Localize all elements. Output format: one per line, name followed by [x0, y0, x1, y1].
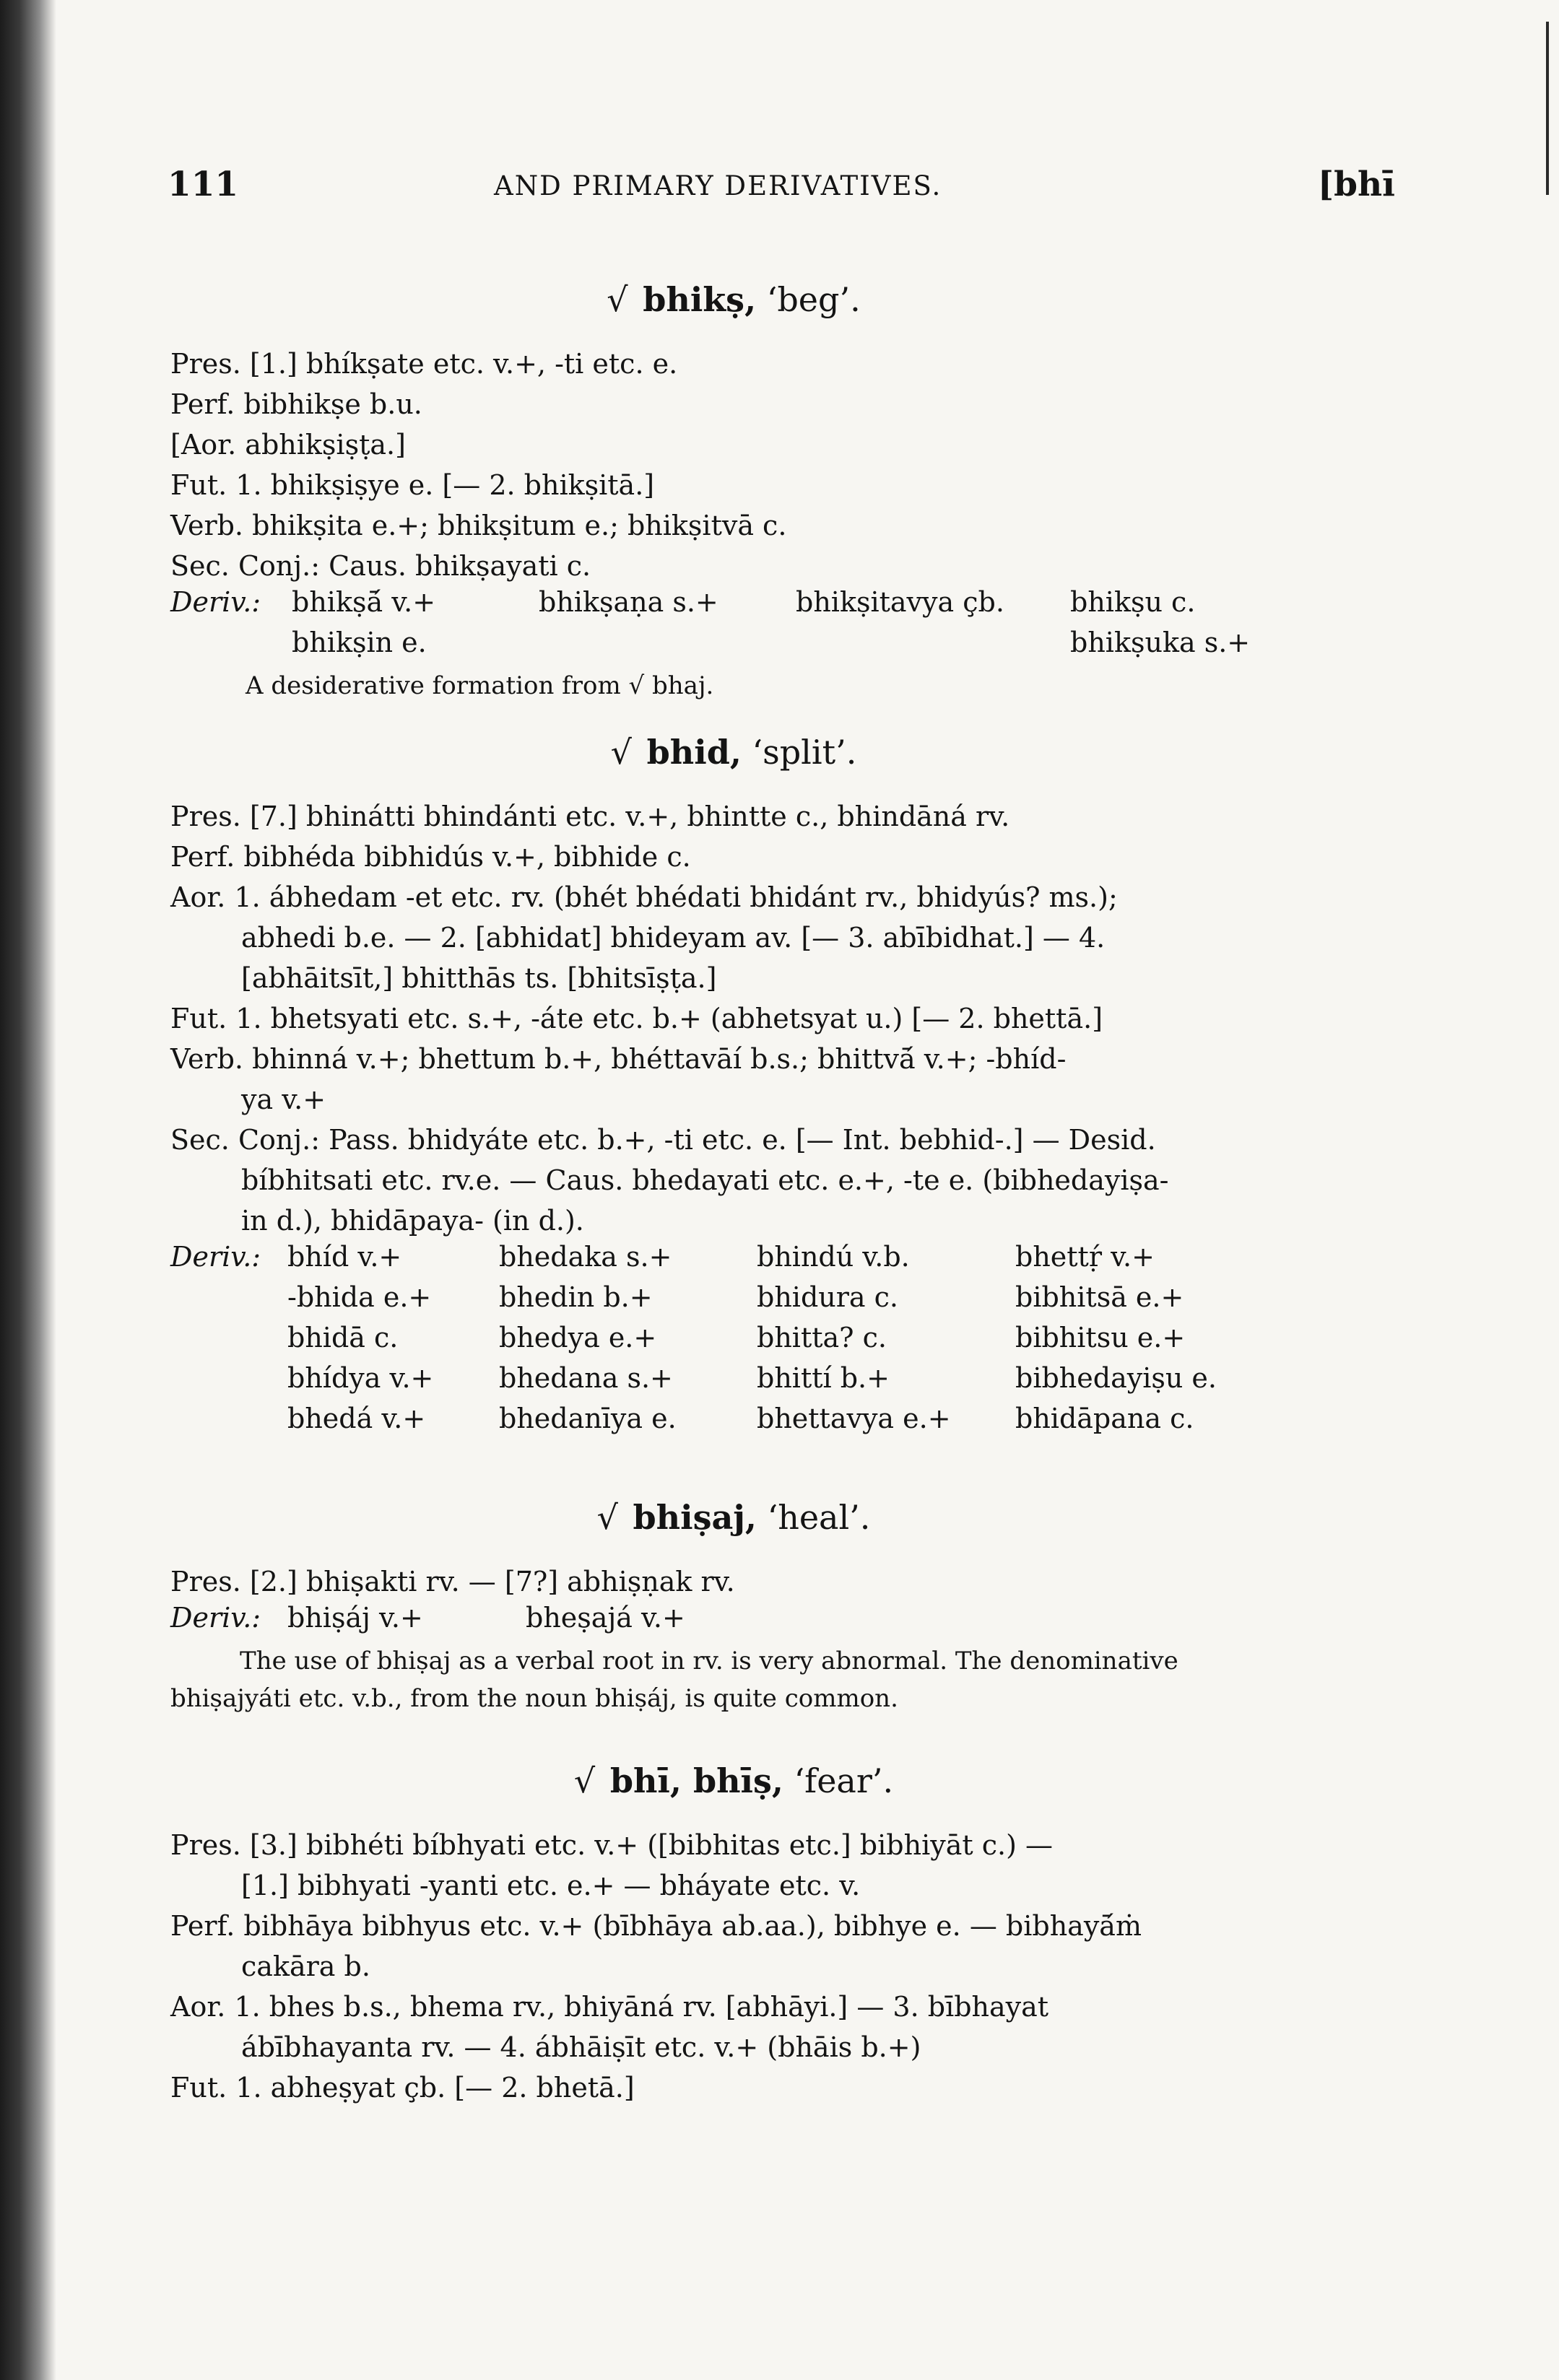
verbal-line: Verb. bhinná v.+; bhettum b.+, bhéttavāí b.s.; bhittvā́ v.+; -bhíd- — [170, 1043, 1067, 1075]
deriv-item: bhikṣaṇa s.+ — [539, 586, 718, 618]
deriv-item: -bhida e.+ — [287, 1281, 432, 1313]
secondary-conj-cont: in d.), bhidāpaya- (in d.). — [241, 1205, 584, 1237]
aorist-line: [Aor. abhikṣiṣṭa.] — [170, 429, 406, 461]
deriv-item: bhikṣuka s.+ — [1070, 627, 1251, 658]
running-title: AND PRIMARY DERIVATIVES. — [494, 170, 942, 201]
deriv-item: bhedin b.+ — [499, 1281, 653, 1313]
deriv-item: bhikṣu c. — [1070, 586, 1196, 618]
present-line: Pres. [1.] bhíkṣate etc. v.+, -ti etc. e. — [170, 348, 678, 380]
deriv-item: bhettavya e.+ — [757, 1403, 951, 1434]
deriv-item: bhiṣáj v.+ — [287, 1602, 423, 1634]
root-gloss: ‘fear’. — [794, 1761, 894, 1800]
deriv-item: bhitta? c. — [757, 1322, 887, 1354]
deriv-item: bhindú v.b. — [757, 1241, 910, 1273]
deriv-item: bhíd v.+ — [287, 1241, 402, 1273]
deriv-item: bhidura c. — [757, 1281, 899, 1313]
deriv-item: bhittí b.+ — [757, 1362, 890, 1394]
page-number: 111 — [168, 165, 239, 204]
verbal-line: Verb. bhikṣita e.+; bhikṣitum e.; bhikṣitvā c. — [170, 510, 787, 541]
entry-bhi — [170, 1761, 1297, 2108]
present-line: Pres. [2.] bhiṣakti rv. — [7?] abhiṣṇak rv. — [170, 1566, 735, 1597]
root-word: bhī, bhīṣ, — [609, 1761, 783, 1800]
deriv-item: bibhedayiṣu e. — [1015, 1362, 1217, 1394]
deriv-item: bhedya e.+ — [499, 1322, 657, 1354]
root-gloss: ‘split’. — [752, 733, 857, 772]
entry-bhisaj — [170, 1498, 1297, 1717]
entry-heading — [170, 733, 1297, 772]
entry-heading — [170, 1498, 1297, 1537]
future-line: Fut. 1. bhetsyati etc. s.+, -áte etc. b.+ (abhetsyat u.) [— 2. bhettā.] — [170, 1003, 1103, 1034]
deriv-label: Deriv.: — [170, 1241, 261, 1273]
root-sign-icon: √ — [596, 1498, 618, 1537]
aorist-line-cont: abhedi b.e. — 2. [abhidat] bhideyam av. [— 3. abībidhat.] — 4. — [241, 922, 1106, 954]
entry-bhid — [170, 733, 1297, 1450]
deriv-item: bhedana s.+ — [499, 1362, 673, 1394]
root-word: bhikṣ, — [643, 280, 757, 319]
root-sign-icon: √ — [573, 1761, 596, 1800]
entry-heading — [170, 280, 1297, 319]
deriv-item: bhikṣin e. — [292, 627, 427, 658]
deriv-item: bhidā c. — [287, 1322, 399, 1354]
entry-note: The use of bhiṣaj as a verbal root in rv. is very abnormal. The denominative bhiṣajyáti etc. v.b., from the noun bhiṣáj, is quite common. — [170, 1647, 1178, 1713]
deriv-item: bhídya v.+ — [287, 1362, 434, 1394]
present-line-cont: [1.] bibhyati -yanti etc. e.+ — bháyate etc. v. — [241, 1870, 861, 1901]
root-gloss: ‘beg’. — [766, 280, 861, 319]
deriv-item: bibhitsu e.+ — [1015, 1322, 1186, 1354]
deriv-item: bhedá v.+ — [287, 1403, 426, 1434]
running-head — [168, 165, 1395, 215]
secondary-conj-cont: bíbhitsati etc. rv.e. — Caus. bhedayati etc. e.+, -te e. (bibhedayiṣa- — [241, 1164, 1169, 1196]
entry-heading — [170, 1761, 1297, 1800]
aorist-line: Aor. 1. bhes b.s., bhema rv., bhiyāná rv. [abhāyi.] — 3. bībhayat — [170, 1991, 1049, 2023]
perfect-line: Perf. bibhāya bibhyus etc. v.+ (bībhāya ab.aa.), bibhye e. — bibhayā́ṁ — [170, 1910, 1142, 1942]
deriv-item: bheṣajá v.+ — [526, 1602, 685, 1634]
deriv-item: bhedaka s.+ — [499, 1241, 672, 1273]
aorist-line: Aor. 1. ábhedam -et etc. rv. (bhét bhédati bhidánt rv., bhidyús? ms.); — [170, 881, 1118, 913]
derivatives-grid — [170, 1602, 1297, 1642]
deriv-item: bhikṣitavya çb. — [796, 586, 1004, 618]
present-line: Pres. [7.] bhinátti bhindánti etc. v.+, bhintte c., bhindāná rv. — [170, 801, 1010, 832]
perfect-line: Perf. bibhéda bibhidús v.+, bibhide c. — [170, 841, 691, 873]
verbal-line-cont: ya v.+ — [241, 1084, 326, 1115]
derivatives-grid — [170, 586, 1297, 667]
root-word: bhid, — [646, 733, 742, 772]
aorist-line-cont: [abhāitsīt,] bhitthās ts. [bhitsīṣṭa.] — [241, 962, 717, 994]
future-line: Fut. 1. bhikṣiṣye e. [— 2. bhikṣitā.] — [170, 469, 655, 501]
root-word: bhiṣaj, — [633, 1498, 757, 1537]
perfect-line: Perf. bibhikṣe b.u. — [170, 388, 422, 420]
deriv-label: Deriv.: — [170, 1602, 261, 1634]
secondary-conj-line: Sec. Conj.: Caus. bhikṣayati c. — [170, 550, 591, 582]
present-line: Pres. [3.] bibhéti bíbhyati etc. v.+ ([bibhitas etc.] bibhiyāt c.) — — [170, 1829, 1053, 1861]
secondary-conj-line: Sec. Conj.: Pass. bhidyáte etc. b.+, -ti etc. e. [— Int. bebhid-.] — Desid. — [170, 1124, 1156, 1156]
perfect-line-cont: cakāra b. — [241, 1950, 370, 1982]
root-gloss: ‘heal’. — [767, 1498, 871, 1537]
entry-bhiks — [170, 280, 1297, 705]
deriv-item: bhettṛ́ v.+ — [1015, 1241, 1155, 1273]
root-sign-icon: √ — [607, 280, 628, 319]
deriv-item: bibhitsā e.+ — [1015, 1281, 1184, 1313]
deriv-item: bhidāpana c. — [1015, 1403, 1194, 1434]
entry-note: A desiderative formation from √ bhaj. — [246, 671, 714, 700]
root-sign-icon: √ — [610, 733, 632, 772]
aorist-line-cont: ábībhayanta rv. — 4. ábhāiṣīt etc. v.+ (bhāis b.+) — [241, 2031, 921, 2063]
deriv-item: bhikṣā́ v.+ — [292, 586, 436, 618]
derivatives-grid — [170, 1241, 1297, 1450]
catchword: [bhī — [1317, 165, 1395, 204]
deriv-label: Deriv.: — [170, 586, 261, 618]
deriv-item: bhedanīya e. — [499, 1403, 677, 1434]
future-line: Fut. 1. abheṣyat çb. [— 2. bhetā.] — [170, 2072, 635, 2104]
